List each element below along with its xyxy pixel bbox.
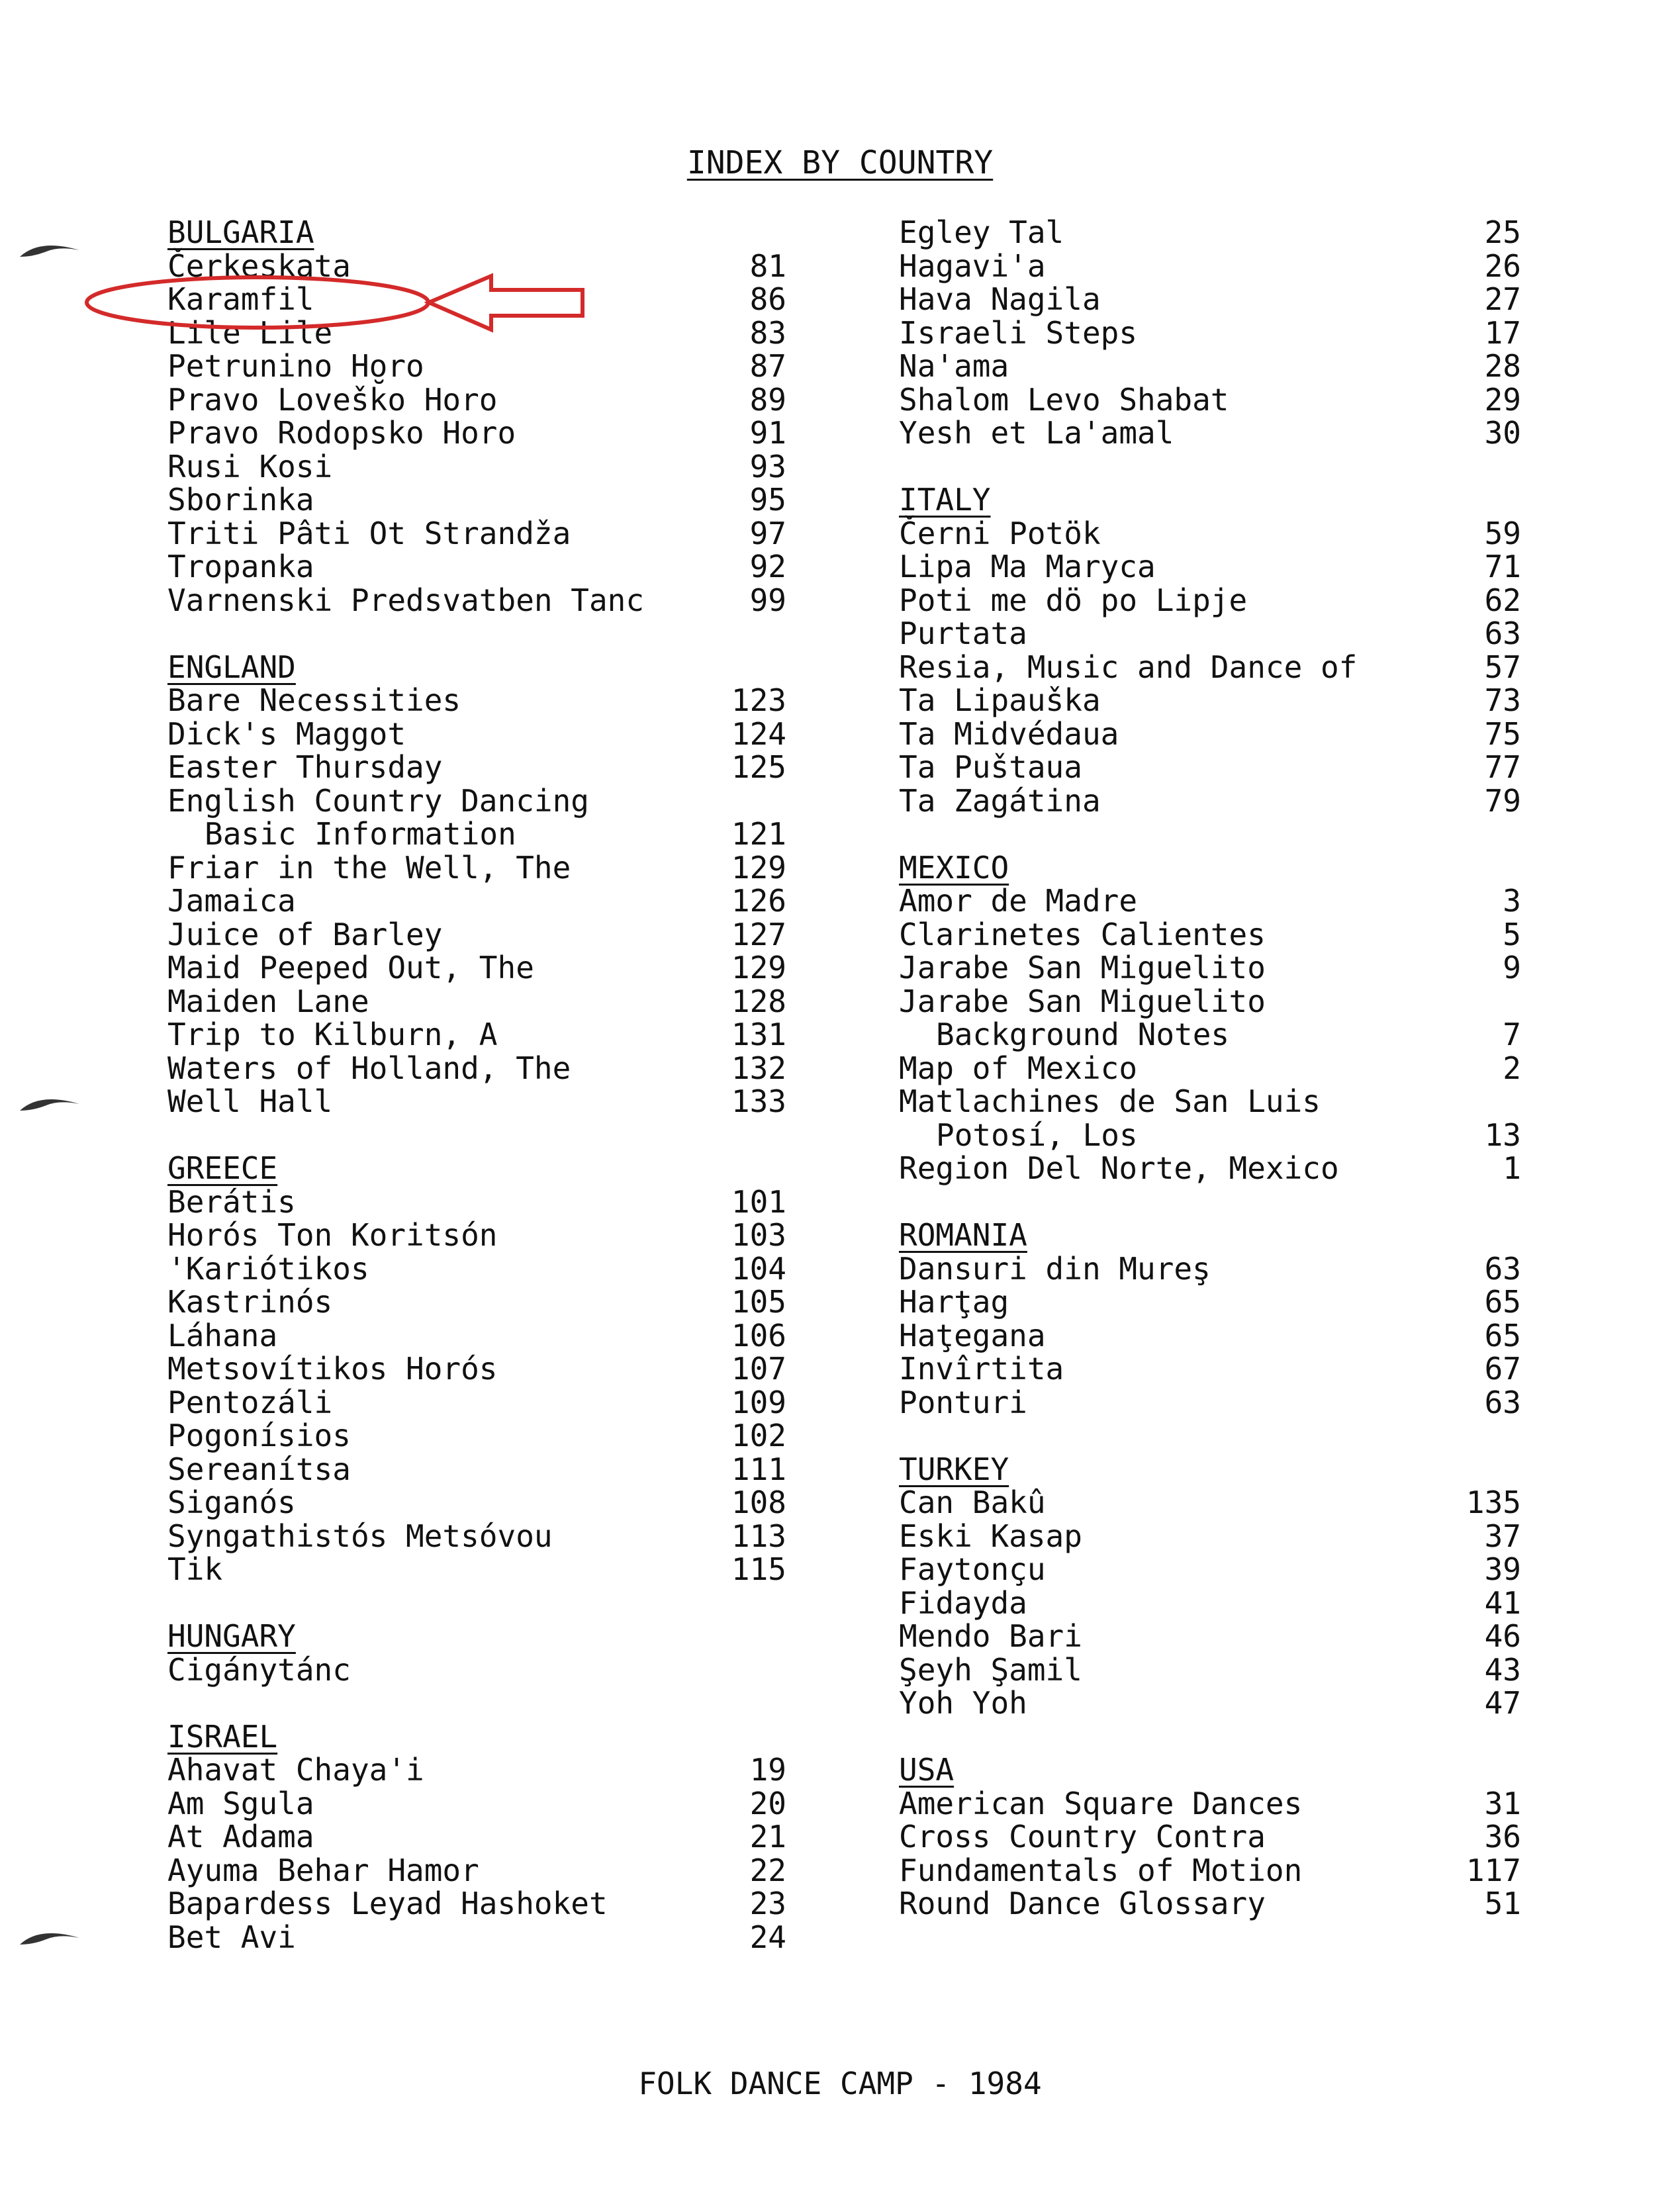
page-title [0,143,1680,183]
index-entry [167,1820,786,1854]
page-number: 87 [749,348,786,384]
page-number: 117 [1466,1852,1521,1888]
index-entry [167,483,786,517]
dance-name: Láhana [167,1317,278,1353]
index-entry [167,817,786,851]
index-entry [899,684,1521,717]
dance-name: Tropanka [167,549,314,584]
index-entry [899,1352,1521,1386]
page-number: 121 [731,816,786,852]
page-number: 59 [1484,515,1521,551]
dance-name: Potosí, Los [936,1117,1138,1153]
index-entry [899,1686,1521,1720]
page-number: 20 [749,1785,786,1821]
dance-name: Na'ama [899,348,1009,384]
page-number: 132 [731,1050,786,1086]
page-number: 29 [1484,381,1521,418]
dance-name: Haţegana [899,1317,1046,1353]
page-number: 83 [749,314,786,351]
country-name: ROMANIA [899,1217,1027,1253]
page-number: 43 [1484,1651,1521,1688]
index-entry [167,884,786,918]
index-entry [167,517,786,551]
dance-name: Ponturi [899,1384,1027,1420]
page-number: 77 [1484,749,1521,785]
index-entry [899,316,1521,350]
dance-name: Map of Mexico [899,1050,1138,1086]
index-entry [899,349,1521,383]
page-number: 65 [1484,1284,1521,1320]
index-entry [167,684,786,717]
index-entry [899,1285,1521,1319]
page-number: 86 [749,281,786,317]
country-heading [899,1453,1521,1487]
page-number: 89 [749,381,786,418]
page-number: 27 [1484,281,1521,317]
index-entry [899,751,1521,784]
dance-name: Shalom Levo Shabat [899,381,1229,418]
index-entry [899,1787,1521,1821]
page-number: 103 [731,1217,786,1253]
index-entry [167,1486,786,1520]
page-number: 131 [731,1017,786,1052]
index-entry [167,1386,786,1420]
dance-name: Syngathistós Metsóvou [167,1518,553,1554]
dance-name: Clarinetes Calientes [899,916,1266,952]
dance-name: Berátis [167,1183,296,1220]
index-entry [899,1018,1521,1052]
dance-name: Şeyh Şamil [899,1651,1082,1688]
index-entry [167,717,786,751]
dance-name: Triti Pâti Ot Strandža [167,515,571,551]
page-number: 95 [749,482,786,518]
country-name: ISRAEL [167,1718,278,1755]
page-number: 23 [749,1886,786,1921]
index-entry [899,784,1521,818]
page-number: 108 [731,1485,786,1520]
index-entry [167,1921,786,1954]
dance-name: Mendo Bari [899,1618,1082,1654]
page-number: 57 [1484,649,1521,685]
country-name: ITALY [899,482,991,518]
index-entry [899,1820,1521,1854]
index-entry [899,1052,1521,1085]
page-number: 28 [1484,348,1521,384]
dance-name: Egley Tal [899,214,1064,250]
page-number: 73 [1484,682,1521,718]
index-entry [899,1553,1521,1586]
dance-name: Jarabe San Miguelito [899,950,1266,985]
page-number: 123 [731,682,786,718]
index-entry [899,1887,1521,1921]
page-number: 115 [731,1551,786,1587]
index-entry [167,1787,786,1821]
index-entry [167,851,786,885]
dance-name: Cross Country Contra [899,1819,1266,1855]
index-entry [167,250,786,283]
section-spacer [899,1185,1521,1219]
index-entry [167,1453,786,1487]
page-number: 106 [731,1317,786,1353]
page-number: 99 [749,582,786,618]
section-spacer [167,1119,786,1152]
index-entry [899,1085,1521,1119]
index-entry [167,1553,786,1586]
page-number: 21 [749,1819,786,1855]
index-entry [899,717,1521,751]
page-number: 17 [1484,314,1521,351]
page-number: 71 [1484,549,1521,584]
punch-hole-mark-3 [13,1919,93,1972]
index-entry [167,1218,786,1252]
dance-name: Resia, Music and Dance of [899,649,1358,685]
index-entry [899,416,1521,450]
dance-name: Background Notes [936,1017,1230,1052]
index-entry [899,951,1521,985]
country-name: MEXICO [899,849,1009,886]
page-number: 25 [1484,214,1521,250]
page-number: 51 [1484,1886,1521,1921]
index-entry [167,1352,786,1386]
section-spacer [899,450,1521,484]
page-number: 129 [731,950,786,985]
index-entry [167,1052,786,1085]
dance-name: Jarabe San Miguelito [899,983,1266,1019]
dance-name: Round Dance Glossary [899,1886,1266,1921]
page-number: 105 [731,1284,786,1320]
page-number: 107 [731,1351,786,1387]
page-number: 7 [1503,1017,1521,1052]
page-number: 1 [1503,1150,1521,1186]
dance-name: Harţag [899,1284,1009,1320]
index-entry [899,216,1521,250]
country-name: USA [899,1752,955,1788]
dance-name: Basic Information [205,816,516,852]
page-number: 36 [1484,1819,1521,1855]
index-entry [899,584,1521,618]
page-number: 26 [1484,248,1521,284]
dance-name: Well Hall [167,1083,333,1119]
index-entry [167,1887,786,1921]
index-left-column [167,216,786,1954]
page-number: 5 [1503,916,1521,952]
index-entry [167,1419,786,1453]
index-entry [899,550,1521,584]
section-spacer [899,1720,1521,1754]
index-entry [899,1586,1521,1620]
index-entry [899,1252,1521,1286]
page-number: 109 [731,1384,786,1420]
page-number: 81 [749,248,786,284]
index-entry [899,383,1521,417]
dance-name: Ta Midvédaua [899,715,1119,752]
index-entry [899,1620,1521,1653]
page-number: 133 [731,1083,786,1119]
country-name: HUNGARY [167,1618,296,1654]
index-entry [899,918,1521,952]
page-number: 128 [731,983,786,1019]
index-entry [167,1753,786,1787]
page-number: 111 [731,1451,786,1487]
dance-name: Matlachines de San Luis [899,1083,1321,1119]
dance-name: Can Bakû [899,1485,1046,1520]
index-entry [167,383,786,417]
page-number: 63 [1484,1250,1521,1287]
dance-name: Lile Lile [167,314,333,351]
dance-name: Jamaica [167,883,296,919]
dance-name: Ahavat Chaya'i [167,1752,424,1788]
dance-name: English Country Dancing [167,782,589,819]
page-number: 62 [1484,582,1521,618]
dance-name: Petrunino Horo [167,348,424,384]
page-number: 102 [731,1418,786,1453]
index-entry [167,1319,786,1353]
dance-name: 'Kariótikos [167,1250,369,1287]
index-entry [899,617,1521,651]
index-entry [167,1252,786,1286]
dance-name: Varnenski Predsvatben Tanc [167,582,645,618]
index-entry [167,584,786,618]
index-entry [899,985,1521,1019]
index-entry [899,1854,1521,1888]
page-number: 47 [1484,1685,1521,1721]
section-spacer [167,617,786,651]
dance-name: Friar in the Well, The [167,849,571,886]
page-number: 113 [731,1518,786,1554]
page-number: 41 [1484,1584,1521,1621]
dance-name: Černi Potök [899,515,1101,551]
dance-name: Cigánytánc [167,1651,351,1688]
country-heading [899,483,1521,517]
dance-name: Eski Kasap [899,1518,1082,1554]
dance-name: Bare Necessities [167,682,461,718]
dance-name: American Square Dances [899,1785,1303,1821]
page-number: 104 [731,1250,786,1287]
country-heading [167,216,786,250]
country-heading [899,1753,1521,1787]
index-entry [899,1319,1521,1353]
page-number: 92 [749,549,786,584]
page-number: 93 [749,448,786,484]
dance-name: Fundamentals of Motion [899,1852,1303,1888]
page-number: 67 [1484,1351,1521,1387]
page-number: 39 [1484,1551,1521,1587]
index-entry [167,985,786,1019]
page-footer: FOLK DANCE CAMP - 1984 [638,2066,1042,2101]
page-number: 97 [749,515,786,551]
index-entry [899,1486,1521,1520]
dance-name: At Adama [167,1819,314,1855]
country-name: GREECE [167,1150,278,1186]
section-spacer [899,817,1521,851]
dance-name: Bet Avi [167,1919,296,1955]
page-number: 65 [1484,1317,1521,1353]
country-heading [167,651,786,684]
index-entry [167,1185,786,1219]
page-number: 13 [1484,1117,1521,1153]
dance-name: Yesh et La'amal [899,415,1174,451]
page-number: 124 [731,715,786,752]
page-number: 3 [1503,883,1521,919]
dance-name: Israeli Steps [899,314,1138,351]
index-entry [899,651,1521,684]
section-spacer [167,1686,786,1720]
page-title-text: INDEX BY COUNTRY [686,144,994,181]
punch-hole-mark-1 [13,232,93,285]
index-entry [899,1119,1521,1152]
index-entry [167,316,786,350]
dance-name: Poti me dö po Lipje [899,582,1248,618]
section-spacer [167,1586,786,1620]
dance-name: Invîrtita [899,1351,1064,1387]
country-heading [899,851,1521,885]
index-entry [899,517,1521,551]
page-number: 127 [731,916,786,952]
page-number: 46 [1484,1618,1521,1654]
page-number: 129 [731,849,786,886]
page-number: 126 [731,883,786,919]
dance-name: Lipa Ma Maryca [899,549,1156,584]
dance-name: Kastrinós [167,1284,333,1320]
dance-name: Tik [167,1551,223,1587]
dance-name: Juice of Barley [167,916,443,952]
page-number: 24 [749,1919,786,1955]
dance-name: Čerkeskata [167,248,351,284]
index-entry [167,951,786,985]
dance-name: Pravo Rodopsko Horo [167,415,516,451]
dance-name: Pentozáli [167,1384,333,1420]
dance-name: Dick's Maggot [167,715,406,752]
country-heading [167,1720,786,1754]
country-heading [899,1218,1521,1252]
dance-name: Sereanítsa [167,1451,351,1487]
dance-name: Hagavi'a [899,248,1046,284]
dance-name: Bapardess Leyad Hashoket [167,1886,608,1921]
page-number: 75 [1484,715,1521,752]
dance-name: Karamfil [167,281,314,317]
dance-name: Faytonçu [899,1551,1046,1587]
dance-name: Hava Nagila [899,281,1101,317]
index-entry [899,250,1521,283]
dance-name: Ayuma Behar Hamor [167,1852,479,1888]
dance-name: Sborinka [167,482,314,518]
dance-name: Pravo Lovešk̆o Horo [167,381,498,418]
index-entry [167,349,786,383]
country-name: ENGLAND [167,649,296,685]
dance-name: Siganós [167,1485,296,1520]
dance-name: Amor de Madre [899,883,1138,919]
dance-name: Ta Puštaua [899,749,1082,785]
dance-name: Horós Ton Koritsón [167,1217,498,1253]
page-number: 101 [731,1183,786,1220]
dance-name: Yoh Yoh [899,1685,1027,1721]
dance-name: Fidayda [899,1584,1027,1621]
dance-name: Metsovítikos Horós [167,1351,498,1387]
country-heading [167,1620,786,1653]
dance-name: Maid Peeped Out, The [167,950,534,985]
page-number: 79 [1484,782,1521,819]
index-right-column [899,216,1521,1921]
dance-name: Maiden Lane [167,983,369,1019]
index-entry [167,450,786,484]
index-entry [899,884,1521,918]
dance-name: Rusi Kosi [167,448,333,484]
index-entry [167,1018,786,1052]
index-entry [899,1520,1521,1553]
page-number: 30 [1484,415,1521,451]
index-entry [899,1653,1521,1687]
index-entry [167,1085,786,1119]
page-number: 63 [1484,1384,1521,1420]
dance-name: Ta Lipauška [899,682,1101,718]
dance-name: Pogonísios [167,1418,351,1453]
index-entry [167,283,786,316]
index-entry [899,1152,1521,1185]
index-entry [167,1854,786,1888]
dance-name: Waters of Holland, The [167,1050,571,1086]
dance-name: Purtata [899,616,1027,651]
page-number: 37 [1484,1518,1521,1554]
index-entry [167,918,786,952]
index-entry [167,416,786,450]
page-number: 22 [749,1852,786,1888]
dance-name: Dansuri din Mureş [899,1250,1211,1287]
index-entry [167,1520,786,1553]
country-name: BULGARIA [167,214,314,250]
dance-name: Ta Zagátina [899,782,1101,819]
index-entry [167,784,786,818]
index-entry [167,550,786,584]
index-entry [899,1386,1521,1420]
page-number: 9 [1503,950,1521,985]
page-number: 135 [1466,1485,1521,1520]
index-entry [899,283,1521,316]
dance-name: Trip to Kilburn, A [167,1017,498,1052]
dance-name: Region Del Norte, Mexico [899,1150,1339,1186]
page-number: 31 [1484,1785,1521,1821]
page-number: 91 [749,415,786,451]
dance-name: Easter Thursday [167,749,443,785]
page-number: 2 [1503,1050,1521,1086]
dance-name: Am Sgula [167,1785,314,1821]
country-name: TURKEY [899,1451,1009,1487]
page-number: 19 [749,1752,786,1788]
index-entry [167,1285,786,1319]
punch-hole-mark-2 [13,1085,93,1138]
page-number: 125 [731,749,786,785]
section-spacer [899,1419,1521,1453]
index-entry [167,751,786,784]
index-entry [167,1653,786,1687]
country-heading [167,1152,786,1185]
page-number: 63 [1484,616,1521,651]
